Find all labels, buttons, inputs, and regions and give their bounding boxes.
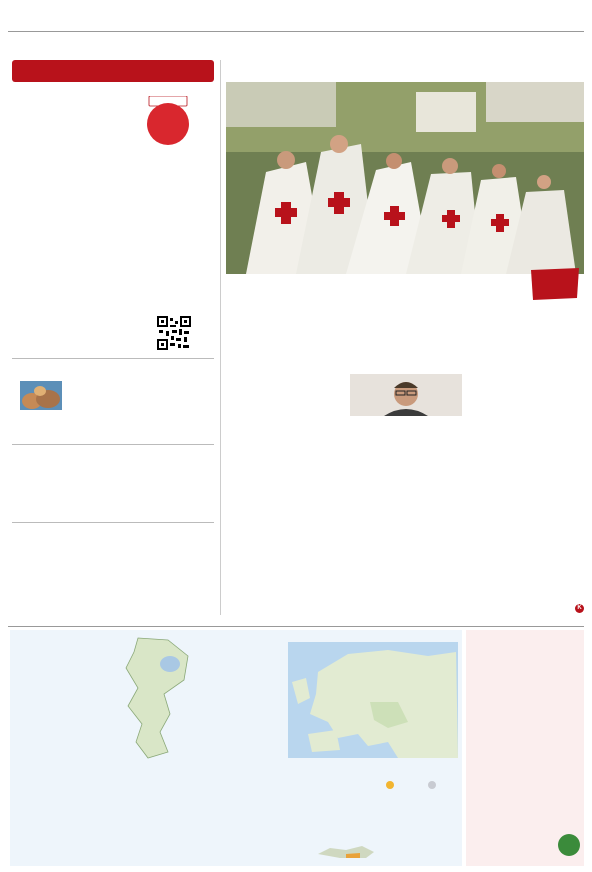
warning-map-graphic — [316, 844, 376, 860]
left-rule-1 — [12, 358, 214, 359]
impressum — [466, 630, 584, 866]
sun-icon — [386, 781, 394, 789]
burgenland-map-graphic — [98, 634, 198, 760]
forecast-temperature-chart — [12, 779, 282, 835]
coral-icon — [20, 381, 62, 410]
burgenland-map — [98, 634, 198, 760]
qr-code[interactable] — [157, 316, 191, 350]
europe-map — [288, 642, 458, 758]
qr-code-graphic — [157, 316, 191, 350]
badge-shape — [139, 96, 197, 146]
author-portrait — [350, 374, 462, 416]
column-divider — [220, 60, 221, 615]
author-box — [350, 374, 462, 444]
moon-icon — [428, 781, 436, 789]
weather-top-rule — [8, 626, 584, 627]
left-banner — [12, 60, 214, 82]
caption-tag — [531, 268, 579, 300]
masthead-rule — [8, 31, 584, 32]
umweltzeichen-icon — [558, 834, 580, 856]
author-photo — [350, 374, 462, 416]
caption-tag-shape — [531, 268, 579, 300]
survey-chart — [18, 463, 76, 519]
europe-map-graphic — [288, 642, 458, 758]
good-news-icon — [20, 381, 62, 410]
pilgrims-photo — [226, 82, 584, 274]
kurier-k-icon: K — [575, 604, 584, 613]
left-rule-2 — [12, 444, 214, 445]
forecast-strip — [12, 770, 282, 862]
anniversary-badge — [139, 96, 197, 146]
news-photo — [226, 82, 584, 274]
left-rule-3 — [12, 522, 214, 523]
austria-warning-map — [316, 844, 376, 860]
